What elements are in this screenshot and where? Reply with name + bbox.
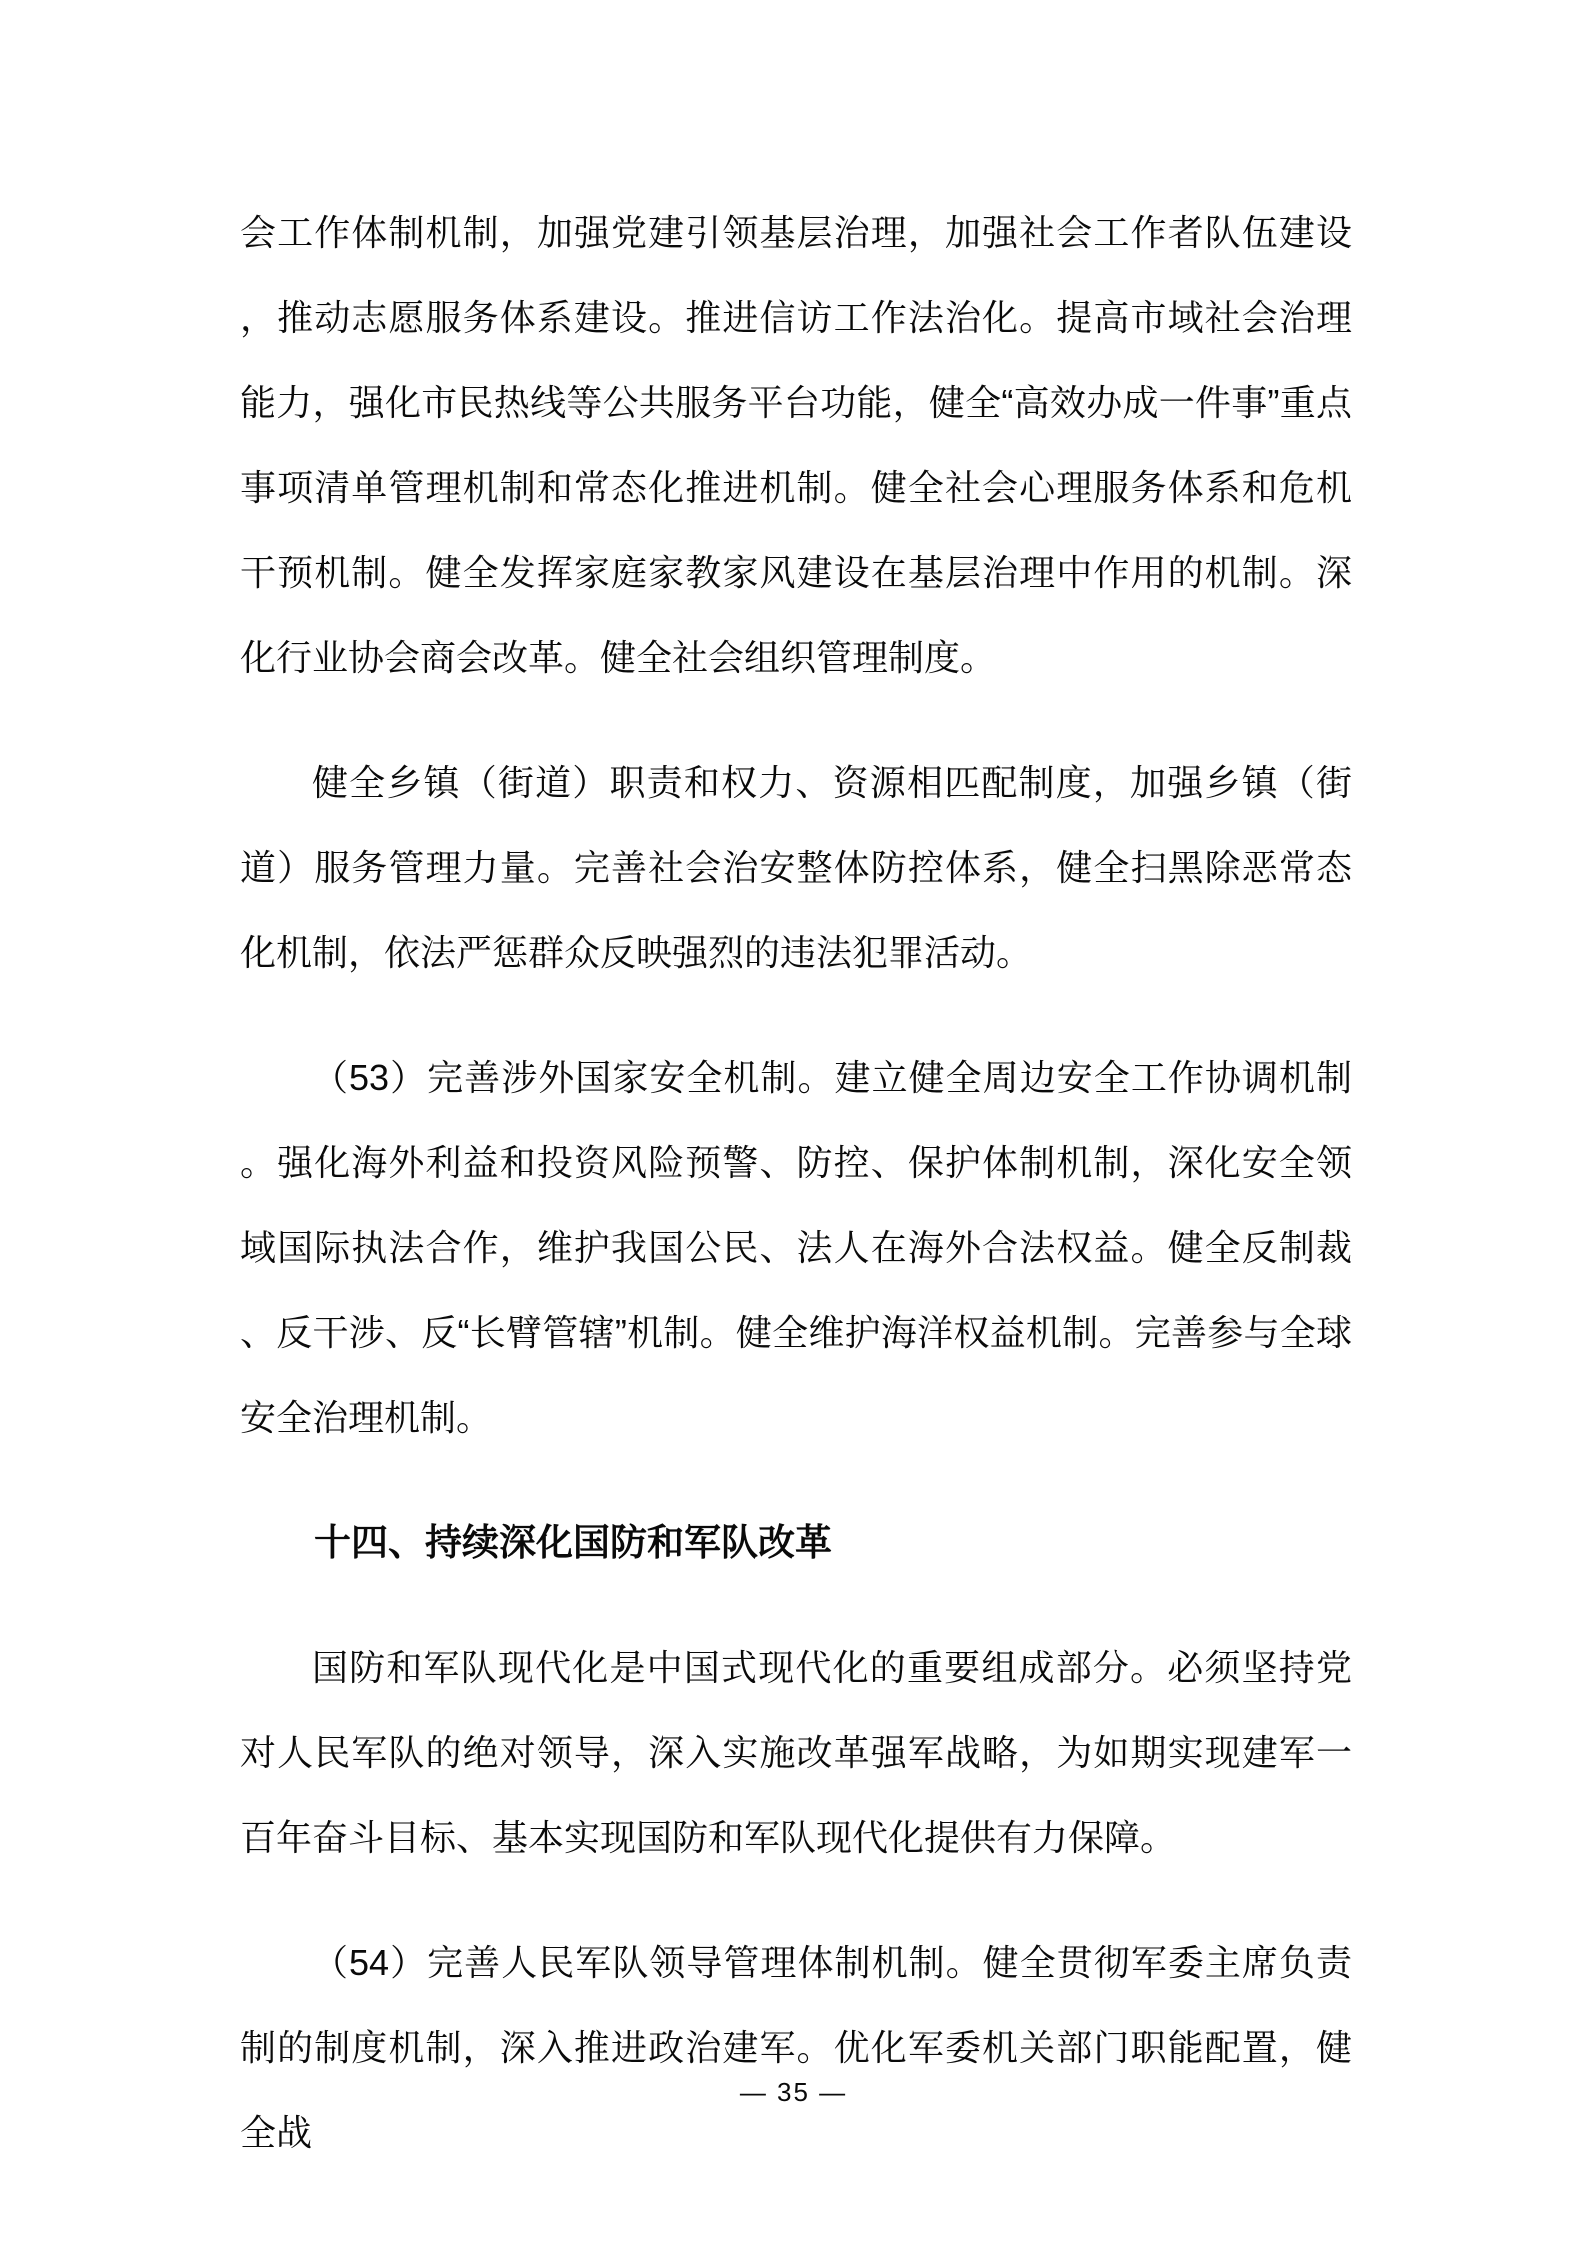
section-heading: 十四、持续深化国防和军队改革 [314,1522,832,1563]
paragraph: 会工作体制机制，加强党建引领基层治理，加强社会工作者队伍建设，推动志愿服务体系建设。推进信访工作法治化。提高市域社会治理能力，强化市民热线等公共服务平台功能，健全“高效办成一件事”重点事项清单管理机制和常态化推进机制。健全社会心理服务体系和危机干预机制。健全发挥家庭家教家风建设在基层治理中作用的机制。深化行业协会商会改革。健全社会组织管理制度。 [240,212,1352,678]
paragraph: （54）完善人民军队领导管理体制机制。健全贯彻军委主席负责制的制度机制，深入推进政治建军。优化军委机关部门职能配置，健全战 [240,1942,1352,2153]
paragraph: 国防和军队现代化是中国式现代化的重要组成部分。必须坚持党对人民军队的绝对领导，深入实施改革强军战略，为如期实现建军一百年奋斗目标、基本实现国防和军队现代化提供有力保障。 [240,1647,1352,1858]
paragraph: （53）完善涉外国家安全机制。建立健全周边安全工作协调机制。强化海外利益和投资风险预警、防控、保护体制机制，深化安全领域国际执法合作，维护我国公民、法人在海外合法权益。健全反制裁、反干涉、反“长臂管辖”机制。健全维护海洋权益机制。完善参与全球安全治理机制。 [240,1057,1352,1438]
document-body [240,190,1352,2215]
page-number: — 35 — [739,2077,848,2107]
paragraph: 健全乡镇（街道）职责和权力、资源相匹配制度，加强乡镇（街道）服务管理力量。完善社会治安整体防控体系，健全扫黑除恶常态化机制，依法严惩群众反映强烈的违法犯罪活动。 [240,762,1352,973]
